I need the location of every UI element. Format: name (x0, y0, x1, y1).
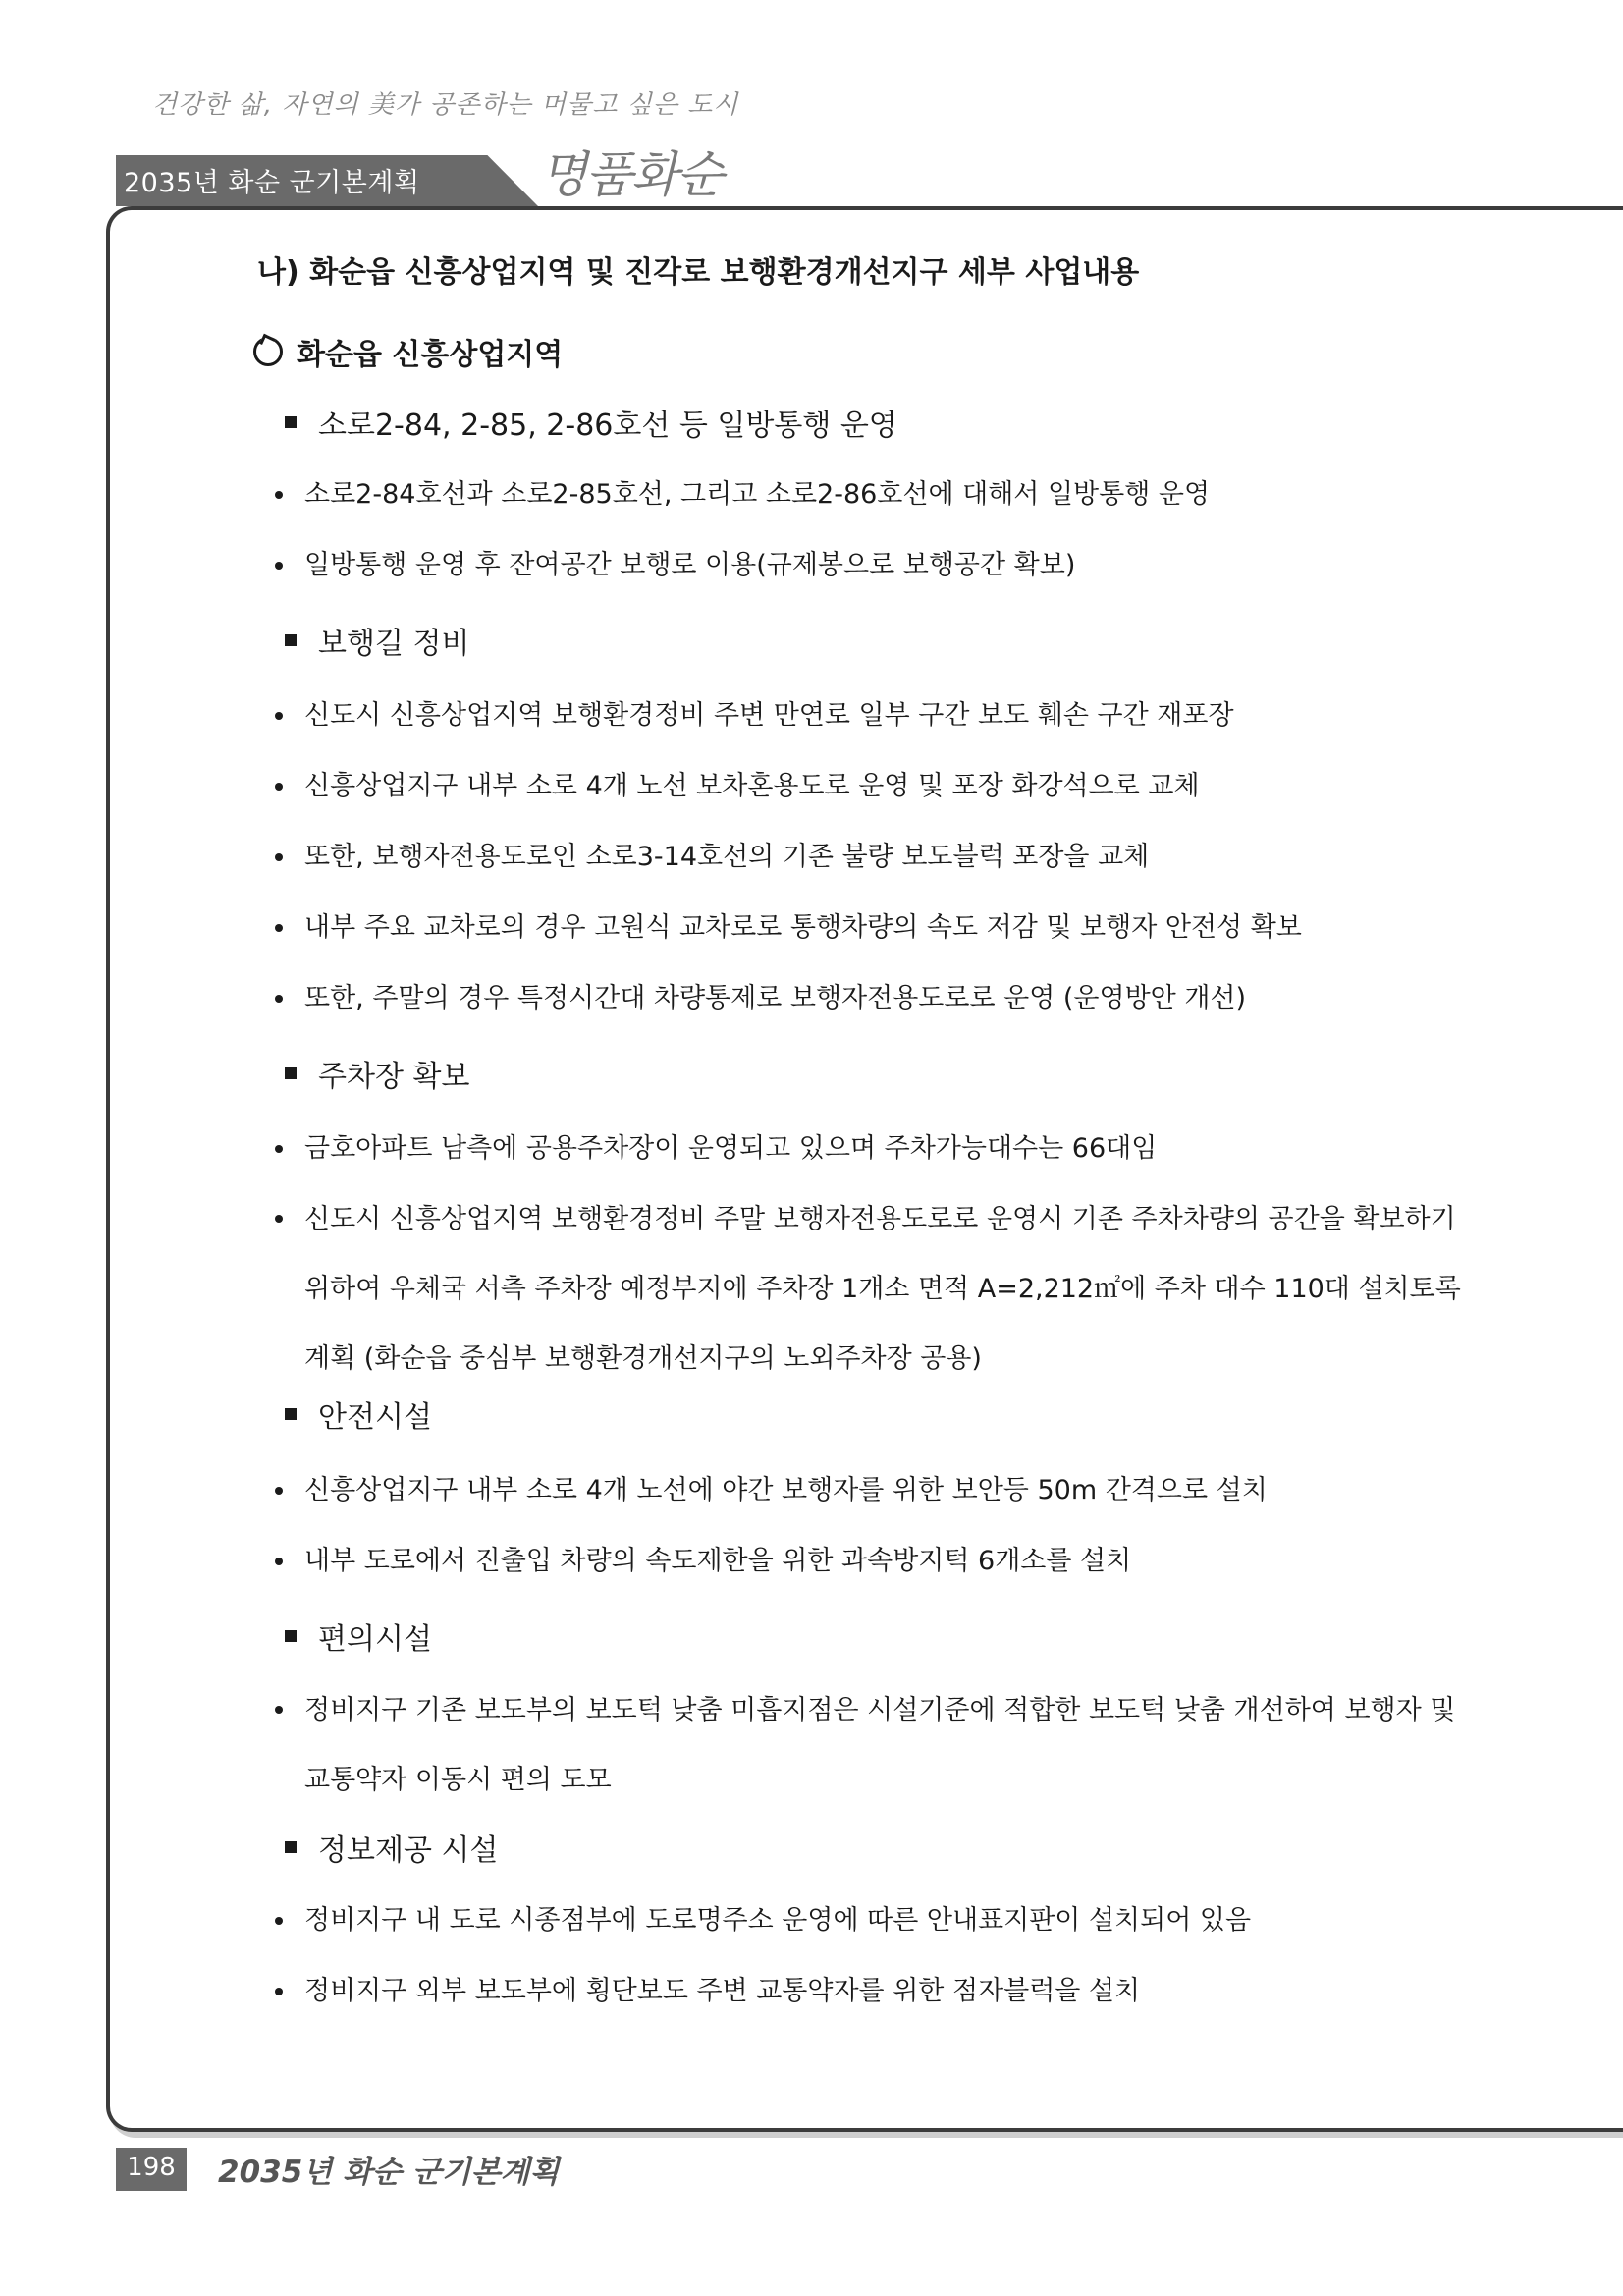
list-item (275, 477, 1453, 513)
section-title: 나) 화순읍 신흥상업지역 및 진각로 보행환경개선지구 세부 사업내용 (257, 255, 1140, 290)
list-item (275, 1131, 1453, 1167)
heading-information (285, 1826, 498, 1869)
list-item-text: 신흥상업지구 내부 소로 4개 노선 보차혼용도로 운영 및 포장 화강석으로 교체 (304, 771, 1200, 801)
bullet-dot-icon (275, 491, 283, 499)
list-item (275, 1544, 1453, 1579)
list-item (275, 1184, 1471, 1394)
footer-title: 2035년 화순 군기본계획 (218, 2155, 560, 2190)
list-item-text: 금호아파트 남측에 공용주차장이 운영되고 있으며 주차가능대수는 66대임 (304, 1133, 1158, 1164)
list-item (275, 548, 1453, 583)
list-item-text: 또한, 보행자전용도로인 소로3-14호선의 기존 불량 보도블럭 포장을 교체 (304, 842, 1150, 872)
list-item-text: 신도시 신흥상업지역 보행환경정비 주변 만연로 일부 구간 보도 훼손 구간 재포장 (304, 700, 1234, 731)
list-item (275, 981, 1453, 1016)
heading-label: 정보제공 시설 (318, 1833, 499, 1868)
list-item-text: 소로2-84호선과 소로2-85호선, 그리고 소로2-86호선에 대해서 일방통행 운영 (304, 479, 1211, 510)
tagline: 건강한 삶, 자연의 美가 공존하는 머물고 싶은 도시 (152, 90, 739, 120)
bullet-dot-icon (275, 1145, 283, 1153)
list-item-text: 일방통행 운영 후 잔여공간 보행로 이용(규제봉으로 보행공간 확보) (304, 550, 1076, 580)
square-bullet-icon (285, 1408, 297, 1420)
logo: 명품화순 (540, 146, 723, 203)
list-item (275, 910, 1483, 946)
bullet-dot-icon (275, 1215, 283, 1223)
heading-convenience (285, 1614, 432, 1658)
list-item (275, 769, 1453, 804)
list-item (275, 840, 1453, 875)
heading-label: 편의시설 (318, 1622, 432, 1657)
circle-arrow-icon (253, 337, 283, 366)
list-item-text: 정비지구 기존 보도부의 보도턱 낮춤 미흡지점은 시설기준에 적합한 보도턱 낮춤 개선하여 보행자 및 교통약자 이동시 편의 도모 (304, 1695, 1456, 1795)
square-bullet-icon (285, 1630, 297, 1642)
bullet-dot-icon (275, 995, 283, 1003)
bullet-dot-icon (275, 924, 283, 932)
square-bullet-icon (285, 1841, 297, 1853)
page-number: 198 (127, 2153, 176, 2182)
heading-label: 안전시설 (318, 1400, 432, 1435)
heading-label: 보행길 정비 (318, 627, 470, 661)
bullet-dot-icon (275, 1706, 283, 1714)
subsection-title (253, 330, 563, 373)
list-item (275, 1473, 1453, 1508)
heading-safety (285, 1393, 432, 1436)
bullet-dot-icon (275, 1487, 283, 1495)
square-bullet-icon (285, 416, 297, 428)
bullet-dot-icon (275, 783, 283, 791)
list-item-text: 정비지구 외부 보도부에 횡단보도 주변 교통약자를 위한 점자블럭을 설치 (304, 1976, 1141, 2006)
square-bullet-icon (285, 634, 297, 646)
list-item (275, 698, 1453, 734)
bullet-dot-icon (275, 1988, 283, 1995)
heading-parking (285, 1052, 469, 1095)
list-item-text: 내부 도로에서 진출입 차량의 속도제한을 위한 과속방지턱 6개소를 설치 (304, 1546, 1132, 1576)
heading-label: 소로2-84, 2-85, 2-86호선 등 일방통행 운영 (318, 409, 897, 443)
subsection-label: 화순읍 신흥상업지역 (297, 338, 564, 372)
list-item (275, 1974, 1453, 2009)
list-item-text: 내부 주요 교차로의 경우 고원식 교차로로 통행차량의 속도 저감 및 보행자 안전성 확보 (304, 912, 1302, 943)
bullet-dot-icon (275, 853, 283, 861)
plan-title: 2035년 화순 군기본계획 (124, 168, 420, 198)
bullet-dot-icon (275, 562, 283, 570)
heading-one-way (285, 401, 897, 444)
bullet-dot-icon (275, 1917, 283, 1925)
list-item (275, 1675, 1463, 1815)
list-item-text: 신흥상업지구 내부 소로 4개 노선에 야간 보행자를 위한 보안등 50m 간격으로 설치 (304, 1475, 1268, 1505)
heading-walkway (285, 619, 469, 662)
list-item-text: 정비지구 내 도로 시종점부에 도로명주소 운영에 따른 안내표지판이 설치되어 있음 (304, 1905, 1252, 1936)
bullet-dot-icon (275, 712, 283, 720)
square-bullet-icon (285, 1067, 297, 1079)
list-item-text: 또한, 주말의 경우 특정시간대 차량통제로 보행자전용도로로 운영 (운영방안 개선) (304, 983, 1247, 1013)
list-item-text: 신도시 신흥상업지역 보행환경정비 주말 보행자전용도로로 운영시 기존 주차차량의 공간을 확보하기 위하여 우체국 서측 주차장 예정부지에 주차장 1개소 면적 A=2,212㎡에 주차 대수 110대 설치토록 계획 (화순읍 중심부 보행환경개선지구의 노외주차장 공용) (304, 1204, 1461, 1374)
heading-label: 주차장 확보 (318, 1060, 470, 1094)
list-item (275, 1903, 1453, 1939)
bullet-dot-icon (275, 1558, 283, 1565)
